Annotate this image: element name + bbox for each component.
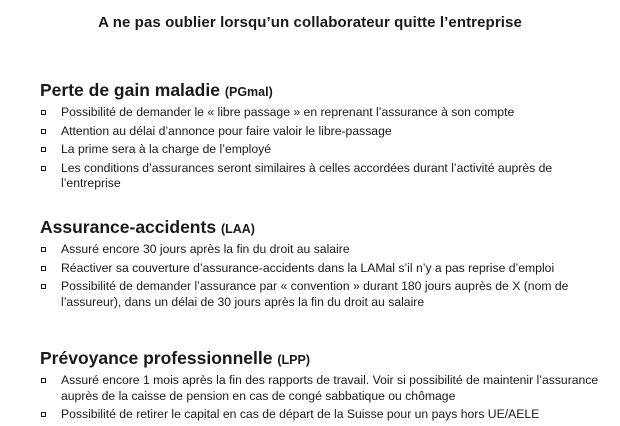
document-title: A ne pas oublier lorsqu’un collaborateur quitte l’entreprise (98, 14, 522, 31)
square-bullet-icon (41, 166, 46, 171)
section-title: Perte de gain maladie (40, 80, 220, 100)
section-title: Prévoyance professionnelle (40, 348, 273, 368)
section-heading (40, 348, 615, 370)
list-item-text: Réactiver sa couverture d’assurance-accidents dans la LAMal s’il n’y a pas reprise d’emploi (61, 260, 555, 275)
square-bullet-icon (41, 147, 46, 152)
section-abbreviation: (LAA) (220, 222, 255, 236)
list-item-text: Possibilité de retirer le capital en cas de départ de la Suisse pour un pays hors UE/AELE (61, 407, 540, 421)
list-item-text: Possibilité de demander l’assurance par « convention » durant 180 jours auprès de X (nom de l’assureur), dans un délai de 30 jours après la fin du droit au salaire (61, 279, 569, 309)
square-bullet-icon (41, 378, 46, 383)
square-bullet-icon (41, 284, 46, 289)
list-item (40, 124, 615, 140)
list-item-text: Assuré encore 30 jours après la fin du droit au salaire (61, 242, 350, 256)
square-bullet-icon (41, 266, 46, 271)
list-item (40, 142, 615, 158)
section-heading (40, 217, 615, 239)
bullet-list (40, 373, 615, 423)
list-item-text: La prime sera à la charge de l’employé (61, 142, 272, 156)
list-item (40, 261, 615, 277)
list-item (40, 105, 615, 121)
list-item (40, 242, 615, 258)
section-heading (40, 80, 615, 102)
list-item-text: Assuré encore 1 mois après la fin des rapports de travail. Voir si possibilité de maintenir l’assurance auprès de la caisse de pension en cas de congé sabbatique ou chômage (61, 373, 599, 403)
section-abbreviation: (LPP) (277, 353, 310, 367)
list-item (40, 279, 615, 310)
bullet-list (40, 105, 615, 192)
section-abbreviation: (PGmal) (224, 85, 273, 99)
section-title: Assurance-accidents (40, 217, 217, 237)
list-item-text: Attention au délai d’annonce pour faire valoir le libre-passage (61, 123, 392, 138)
list-item-text: Possibilité de demander le « libre passage » en reprenant l’assurance à son compte (61, 105, 515, 119)
square-bullet-icon (41, 247, 46, 252)
bullet-list (40, 242, 615, 310)
list-item (40, 161, 615, 192)
list-item-text: Les conditions d’assurances seront similaires à celles accordées durant l’activité auprès de l’entreprise (61, 160, 553, 190)
section-perte-de-gain-maladie (40, 80, 615, 195)
section-prevoyance-professionnelle (40, 348, 615, 426)
list-item (40, 373, 615, 404)
square-bullet-icon (41, 110, 46, 115)
section-assurance-accidents (40, 217, 615, 313)
square-bullet-icon (41, 129, 46, 134)
